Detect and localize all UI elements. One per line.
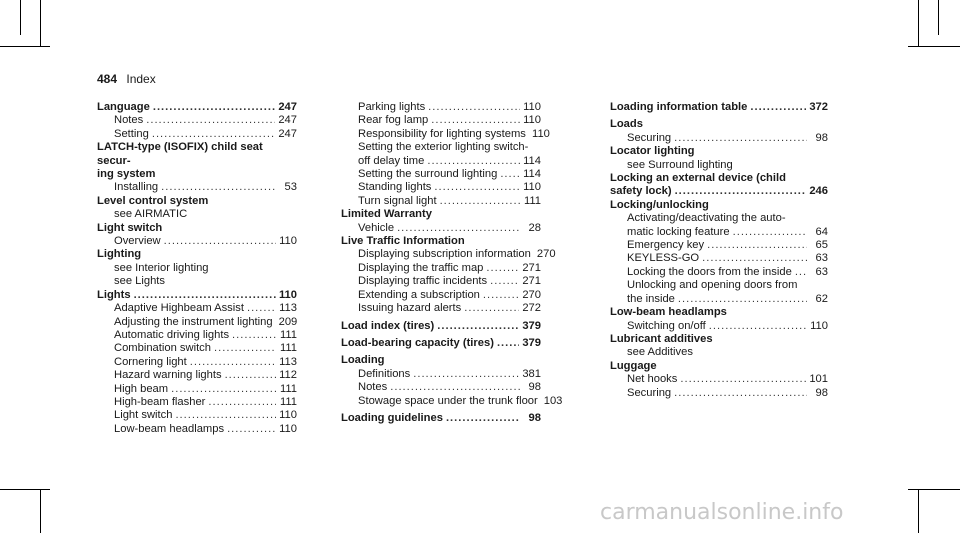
dot-leader <box>440 195 520 208</box>
index-subentry <box>97 235 297 248</box>
page-ref[interactable]: 246 <box>809 185 828 198</box>
page-ref[interactable]: 247 <box>278 127 297 140</box>
index-column-1 <box>97 101 297 436</box>
page-number: 484 <box>97 72 118 86</box>
crop-mark-tr-v <box>918 0 919 46</box>
entry-text: Installing <box>114 181 159 194</box>
dot-leader <box>750 101 806 114</box>
page-ref[interactable]: 381 <box>522 367 541 380</box>
page-ref[interactable]: 103 <box>543 394 563 407</box>
page-ref[interactable]: 113 <box>279 355 297 368</box>
index-subentry <box>97 396 297 409</box>
entry-text: Displaying traffic incidents <box>358 275 488 288</box>
dot-leader <box>153 101 275 114</box>
dot-leader <box>146 114 275 127</box>
entry-text: Language <box>97 101 150 113</box>
entry-text: Notes <box>358 381 388 394</box>
entry-text: Parking lights <box>358 101 426 113</box>
entry-text: Stowage space under the trunk floor <box>358 394 538 407</box>
index-column-2 <box>341 101 563 425</box>
dot-leader <box>486 262 519 275</box>
index-subentry: see Lights <box>114 275 165 288</box>
page-ref[interactable]: 62 <box>815 292 828 305</box>
index-heading <box>97 289 297 302</box>
index-heading: Locking/unlocking <box>610 198 709 211</box>
dot-leader <box>680 373 806 386</box>
page-ref[interactable]: 247 <box>278 101 297 113</box>
index-subentry <box>610 266 828 279</box>
page-ref[interactable]: 110 <box>279 235 297 248</box>
page-ref[interactable]: 28 <box>528 221 541 234</box>
entry-text: Setting the surround lighting <box>358 168 498 181</box>
index-heading: Locking an external device (child <box>610 172 786 185</box>
index-heading: Loading <box>341 354 385 367</box>
index-subentry <box>341 127 550 141</box>
dot-leader <box>707 239 807 252</box>
entry-text: Locking the doors from the inside <box>627 265 792 278</box>
page-ref[interactable]: 271 <box>522 261 541 274</box>
entry-text: matic locking feature <box>627 225 730 238</box>
dot-leader <box>483 289 519 302</box>
dot-leader <box>733 226 807 239</box>
dot-leader <box>225 369 276 382</box>
entry-text: Automatic driving lights <box>114 328 230 341</box>
dot-leader <box>428 101 520 114</box>
index-subentry <box>341 222 541 235</box>
entry-text: Cornering light <box>114 355 187 368</box>
section-title: Index <box>126 72 156 86</box>
index-subentry <box>341 302 541 315</box>
index-subentry <box>97 114 297 127</box>
dot-leader <box>795 266 807 279</box>
page-ref[interactable]: 111 <box>279 342 297 355</box>
crop-mark-br-v <box>918 489 919 533</box>
entry-text: the inside <box>627 292 675 305</box>
crop-mark-tl-h <box>0 46 50 47</box>
page-ref[interactable]: 110 <box>279 422 297 435</box>
index-column-3 <box>610 101 828 400</box>
dot-leader <box>175 409 276 422</box>
dot-leader <box>678 293 807 306</box>
entry-text: High beam <box>114 382 169 395</box>
dot-leader <box>247 302 276 315</box>
entry-text: Rear fog lamp <box>358 114 429 127</box>
page-ref[interactable]: 110 <box>278 288 297 301</box>
page-header <box>97 72 156 86</box>
watermark: carmanualsonline.info <box>600 500 844 525</box>
entry-text: Emergency key <box>627 239 705 252</box>
page-ref[interactable]: 110 <box>279 409 297 422</box>
index-subentry <box>610 293 828 306</box>
entry-text: Load-bearing capacity (tires) <box>341 336 494 349</box>
index-subentry: see Interior lighting <box>114 261 209 274</box>
index-subentry <box>97 181 297 194</box>
page-ref[interactable]: 98 <box>528 381 541 394</box>
index-subentry <box>341 101 541 114</box>
entry-text: Displaying the traffic map <box>358 261 484 274</box>
entry-text: Setting <box>114 127 149 140</box>
dot-leader <box>431 114 520 127</box>
dot-leader <box>164 235 276 248</box>
dot-leader <box>427 155 520 168</box>
entry-text: Extending a subscription <box>358 288 480 301</box>
dot-leader <box>214 342 276 355</box>
page-ref[interactable]: 111 <box>279 382 297 395</box>
entry-text: KEYLESS-GO <box>627 252 700 265</box>
page-ref[interactable]: 111 <box>279 395 297 408</box>
index-subentry <box>97 423 297 436</box>
entry-text: Light switch <box>114 409 173 422</box>
index-heading <box>341 412 541 425</box>
page-ref[interactable]: 63 <box>815 252 828 265</box>
page-ref[interactable]: 272 <box>522 302 541 315</box>
index-heading <box>97 101 297 114</box>
index-subentry: see Additives <box>627 346 693 359</box>
dot-leader <box>500 168 520 181</box>
index-subentry <box>341 368 541 381</box>
page-ref[interactable]: 53 <box>284 181 297 194</box>
page-ref[interactable]: 98 <box>815 131 828 144</box>
crop-mark-br-h <box>908 489 960 490</box>
index-subentry <box>341 262 541 275</box>
entry-text: Switching on/off <box>627 319 706 332</box>
dot-leader <box>161 181 276 194</box>
index-heading: Low-beam headlamps <box>610 306 727 319</box>
dot-leader <box>232 329 276 342</box>
entry-text: Securing <box>627 131 672 144</box>
entry-text: Adjusting the instrument lighting <box>114 315 273 328</box>
index-subentry <box>97 316 297 329</box>
dot-leader <box>208 396 276 409</box>
dot-leader <box>464 302 519 315</box>
index-subentry <box>97 356 297 369</box>
page-ref[interactable]: 247 <box>278 114 297 127</box>
index-heading: Loads <box>610 118 643 131</box>
index-subentry <box>97 383 297 396</box>
dot-leader <box>490 275 519 288</box>
entry-text: Displaying subscription information <box>358 248 531 261</box>
page-ref[interactable]: 114 <box>523 168 541 181</box>
page-ref[interactable]: 209 <box>278 315 298 328</box>
page-ref[interactable]: 101 <box>809 373 828 386</box>
entry-text: High-beam flasher <box>114 395 206 408</box>
index-heading: LATCH-type (ISOFIX) child seat secur- <box>97 141 263 167</box>
index-heading <box>341 320 541 333</box>
page-ref[interactable]: 271 <box>522 275 541 288</box>
entry-text: Combination switch <box>114 342 212 355</box>
entry-text: Turn signal light <box>358 194 437 207</box>
dot-leader <box>446 412 520 425</box>
index-subentry: Activating/deactivating the auto- <box>627 212 786 225</box>
index-subentry <box>341 168 541 181</box>
index-heading: Light switch <box>97 221 163 234</box>
index-subentry <box>610 252 828 265</box>
page-ref[interactable]: 110 <box>532 127 550 140</box>
page-ref[interactable]: 110 <box>523 101 541 113</box>
page-ref[interactable]: 270 <box>522 288 541 301</box>
index-subentry <box>341 289 541 302</box>
dot-leader <box>390 381 520 394</box>
entry-text: Notes <box>114 114 144 127</box>
dot-leader <box>152 128 275 141</box>
page-ref[interactable]: 270 <box>536 248 556 261</box>
index-subentry <box>341 155 541 168</box>
entry-text: Vehicle <box>358 221 395 234</box>
index-subentry <box>610 387 828 400</box>
entry-text: Standing lights <box>358 181 432 194</box>
index-subentry <box>610 226 828 239</box>
crop-mark-tl-v <box>40 0 41 46</box>
index-heading: Lighting <box>97 248 142 261</box>
index-subentry <box>341 381 541 394</box>
dot-leader <box>675 185 807 198</box>
index-subentry <box>97 342 297 355</box>
index-subentry <box>97 369 297 382</box>
crop-mark-tl-v2 <box>20 0 21 35</box>
index-heading <box>341 337 541 350</box>
index-subentry <box>97 329 297 342</box>
crop-mark-bl-v <box>40 489 41 533</box>
dot-leader <box>674 132 807 145</box>
dot-leader <box>190 356 276 369</box>
index-subentry: see Surround lighting <box>627 158 733 171</box>
index-subentry <box>610 132 828 145</box>
dot-leader <box>437 320 519 333</box>
index-subentry <box>341 248 556 261</box>
page-ref[interactable]: 111 <box>279 328 297 341</box>
index-subentry <box>97 302 297 315</box>
entry-text: off delay time <box>358 154 425 167</box>
index-subentry <box>341 114 541 127</box>
page-ref[interactable]: 110 <box>810 319 828 332</box>
page-ref[interactable]: 113 <box>279 302 297 315</box>
entry-text: Low-beam headlamps <box>114 422 225 435</box>
index-subentry <box>341 275 541 288</box>
entry-text: Loading guidelines <box>341 411 443 424</box>
page-ref[interactable]: 372 <box>809 101 828 113</box>
entry-text: Securing <box>627 386 672 399</box>
index-subentry <box>341 195 541 208</box>
page-ref[interactable]: 64 <box>815 225 828 238</box>
page-ref[interactable]: 110 <box>523 181 541 194</box>
index-subentry <box>341 394 563 408</box>
dot-leader <box>674 387 807 400</box>
page-ref[interactable]: 98 <box>815 386 828 399</box>
page-ref[interactable]: 63 <box>815 265 828 278</box>
index-heading: ing system <box>97 168 156 181</box>
entry-text: Definitions <box>358 367 411 380</box>
page-ref[interactable]: 65 <box>815 239 828 252</box>
index-heading: Live Traffic Information <box>341 235 465 248</box>
entry-text: Lights <box>97 288 131 301</box>
page-ref[interactable]: 379 <box>522 336 541 349</box>
dot-leader <box>497 337 519 350</box>
index-subentry <box>610 239 828 252</box>
page-ref[interactable]: 98 <box>528 411 541 424</box>
dot-leader <box>171 383 276 396</box>
index-heading: Lubricant additives <box>610 332 713 345</box>
index-subentry <box>610 373 828 386</box>
index-heading: Limited Warranty <box>341 208 432 221</box>
entry-text: Responsibility for lighting systems <box>358 127 526 140</box>
dot-leader <box>702 252 807 265</box>
entry-text: Issuing hazard alerts <box>358 302 462 315</box>
entry-text: Load index (tires) <box>341 319 435 332</box>
crop-mark-tr-h <box>908 46 960 47</box>
entry-text: Hazard warning lights <box>114 369 222 382</box>
index-heading <box>610 101 828 114</box>
index-heading <box>610 185 828 198</box>
entry-text: Net hooks <box>627 373 678 386</box>
index-subentry <box>97 128 297 141</box>
entry-text: Loading information table <box>610 101 748 113</box>
entry-text: safety lock) <box>610 185 672 198</box>
index-subentry <box>97 409 297 422</box>
page-ref[interactable]: 114 <box>523 154 541 167</box>
dot-leader <box>397 222 520 235</box>
dot-leader <box>227 423 276 436</box>
crop-mark-bl-h <box>0 489 50 490</box>
index-heading: Level control system <box>97 194 209 207</box>
dot-leader <box>434 181 520 194</box>
index-subentry: Unlocking and opening doors from <box>627 279 798 292</box>
dot-leader <box>709 320 807 333</box>
page-ref[interactable]: 111 <box>523 194 541 207</box>
entry-text: Adaptive Highbeam Assist <box>114 302 244 315</box>
dot-leader <box>413 368 519 381</box>
page-ref[interactable]: 110 <box>523 114 541 127</box>
index-subentry <box>341 181 541 194</box>
index-subentry: see AIRMATIC <box>114 208 188 221</box>
page-ref[interactable]: 379 <box>522 319 541 332</box>
index-heading: Locator lighting <box>610 145 695 158</box>
dot-leader <box>134 289 276 302</box>
page-ref[interactable]: 112 <box>279 369 297 382</box>
index-subentry <box>610 320 828 333</box>
crop-mark-tr-v2 <box>938 0 939 35</box>
entry-text: Overview <box>114 235 161 248</box>
index-subentry: Setting the exterior lighting switch- <box>358 141 529 154</box>
index-heading: Luggage <box>610 359 657 372</box>
